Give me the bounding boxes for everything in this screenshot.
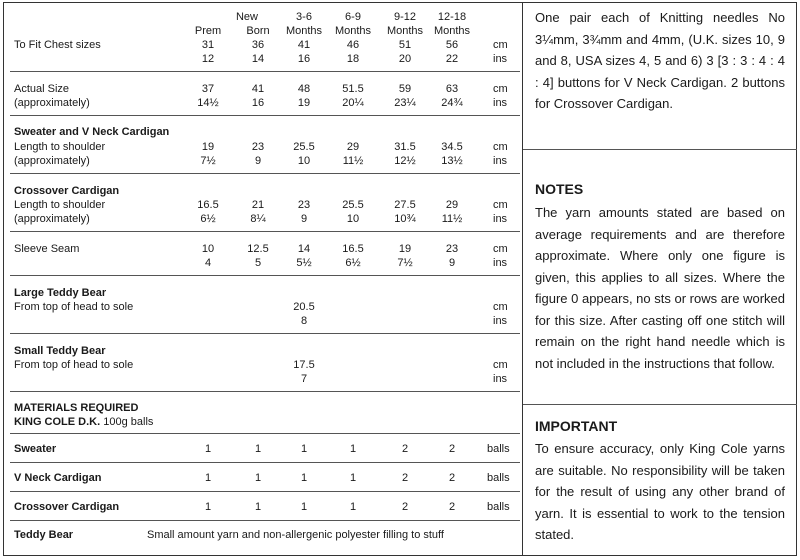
header-prem: Prem: [194, 25, 222, 37]
cell: 10: [297, 155, 311, 167]
divider: [10, 433, 520, 434]
divider: [10, 173, 520, 174]
divider: [10, 333, 520, 334]
cell: 29: [346, 141, 360, 153]
cell: 6½: [200, 213, 216, 225]
cell: 2: [448, 501, 456, 513]
header-3-6-1: 3-6: [296, 11, 312, 23]
materials-title: MATERIALS REQUIRED: [14, 402, 139, 414]
cell: 31.5: [394, 141, 416, 153]
cell: 2: [448, 443, 456, 455]
cell: 19: [398, 243, 412, 255]
unit-ins: ins: [493, 155, 508, 167]
cell: 1: [254, 501, 262, 513]
cell: 1: [204, 443, 212, 455]
cell: 16: [251, 97, 265, 109]
cell: 1: [254, 443, 262, 455]
unit-ins: ins: [493, 97, 508, 109]
cell: 10: [201, 243, 215, 255]
small-bear-label: From top of head to sole: [14, 359, 134, 371]
cell: 25.5: [293, 141, 315, 153]
unit-cm: cm: [493, 199, 508, 211]
cell: 11½: [342, 155, 364, 167]
cell: 10: [346, 213, 360, 225]
cell: 9: [300, 213, 308, 225]
cell: 16.5: [342, 243, 364, 255]
unit-cm: cm: [493, 141, 508, 153]
yarn-row-label: V Neck Cardigan: [14, 472, 102, 484]
unit-balls: balls: [487, 472, 510, 484]
unit-balls: balls: [487, 443, 510, 455]
cell: 1: [349, 443, 357, 455]
cell: 20: [398, 53, 412, 65]
unit-cm: cm: [493, 39, 508, 51]
cell: 18: [346, 53, 360, 65]
divider: [10, 115, 520, 116]
cell: 23: [297, 199, 311, 211]
cell: 63: [445, 83, 459, 95]
cell: 19: [201, 141, 215, 153]
sleeve-label: Sleeve Seam: [14, 243, 80, 255]
cell: 36: [251, 39, 265, 51]
unit-ins: ins: [493, 53, 508, 65]
cell: 25.5: [342, 199, 364, 211]
header-newborn-2: Born: [246, 25, 270, 37]
cell: 5: [254, 257, 262, 269]
important-title: IMPORTANT: [535, 418, 618, 434]
length-label: Length to shoulder: [14, 141, 106, 153]
unit-cm: cm: [493, 301, 508, 313]
cell: 27.5: [394, 199, 416, 211]
divider: [10, 491, 520, 492]
cell: 23: [251, 141, 265, 153]
cell: 1: [204, 501, 212, 513]
header-9-12-1: 9-12: [393, 11, 417, 23]
cell: 7: [300, 373, 308, 385]
cell: 5½: [296, 257, 312, 269]
chest-label: To Fit Chest sizes: [14, 39, 101, 51]
cell: 1: [349, 472, 357, 484]
header-6-9-2: Months: [334, 25, 372, 37]
cell: 37: [201, 83, 215, 95]
cell: 16.5: [197, 199, 219, 211]
cell: 1: [300, 501, 308, 513]
cell: 6½: [345, 257, 361, 269]
sweater-vneck-title: Sweater and V Neck Cardigan: [14, 126, 170, 138]
divider: [10, 231, 520, 232]
small-bear-title: Small Teddy Bear: [14, 345, 106, 357]
cell: 41: [251, 83, 265, 95]
large-bear-label: From top of head to sole: [14, 301, 134, 313]
unit-cm: cm: [493, 83, 508, 95]
cell: 19: [297, 97, 311, 109]
cell: 14: [297, 243, 311, 255]
divider: [10, 391, 520, 392]
header-6-9-1: 6-9: [345, 11, 361, 23]
cell: 14½: [197, 97, 219, 109]
divider: [10, 275, 520, 276]
unit-balls: balls: [487, 501, 510, 513]
important-text: To ensure accuracy, only King Cole yarns are suitable. No responsibility will be taken for the result of using any other brand of yarn. It is essential to work to the tension stated.: [535, 441, 785, 542]
header-12-18-1: 12-18: [437, 11, 467, 23]
column-divider: [522, 2, 523, 556]
cell: 23: [445, 243, 459, 255]
crossover-title: Crossover Cardigan: [14, 185, 120, 197]
cell: 17.5: [293, 359, 315, 371]
cell: 56: [445, 39, 459, 51]
unit-ins: ins: [493, 213, 508, 225]
approx-label: (approximately): [14, 155, 90, 167]
actual-label: Actual Size: [14, 83, 70, 95]
brand: KING COLE D.K.: [14, 416, 101, 428]
cell: 14: [251, 53, 265, 65]
cell: 9: [254, 155, 262, 167]
balls-note: 100g balls: [103, 416, 154, 428]
cell: 2: [401, 472, 409, 484]
unit-ins: ins: [493, 373, 508, 385]
cell: 2: [448, 472, 456, 484]
cell: 1: [204, 472, 212, 484]
cell: 31: [201, 39, 215, 51]
cell: 11½: [441, 213, 463, 225]
cell: 9: [448, 257, 456, 269]
teddy-text: Small amount yarn and non-allergenic polyester filling to stuff: [147, 529, 444, 541]
cell: 10¾: [394, 213, 416, 225]
cell: 48: [297, 83, 311, 95]
cell: 7½: [397, 257, 413, 269]
header-newborn-1: New: [235, 11, 258, 23]
cell: 1: [349, 501, 357, 513]
divider: [10, 71, 520, 72]
approx-label: (approximately): [14, 213, 90, 225]
cell: 20.5: [293, 301, 315, 313]
header-12-18-2: Months: [433, 25, 471, 37]
unit-ins: ins: [493, 315, 508, 327]
cell: 22: [445, 53, 459, 65]
cell: 8¼: [250, 213, 266, 225]
yarn-row-label: Sweater: [14, 443, 57, 455]
unit-ins: ins: [493, 257, 508, 269]
cell: 51.5: [342, 83, 364, 95]
cell: 24¾: [441, 97, 463, 109]
cell: 12: [201, 53, 215, 65]
cell: 46: [346, 39, 360, 51]
cell: 1: [300, 443, 308, 455]
cell: 59: [398, 83, 412, 95]
divider: [523, 404, 797, 405]
cell: 8: [300, 315, 308, 327]
cell: 23¼: [394, 97, 416, 109]
large-bear-title: Large Teddy Bear: [14, 287, 107, 299]
cell: 20¼: [342, 97, 364, 109]
cell: 16: [297, 53, 311, 65]
notes-text: The yarn amounts stated are based on average requirements and are therefore approximate. Where only one figure is given, this applies to all sizes. Where the figure 0 appears, no sts or rows are worked for this size. After casting off one stitch will remain on the right hand needle which is not included in the instructions that follow.: [535, 205, 786, 371]
cell: 12½: [394, 155, 416, 167]
unit-cm: cm: [493, 359, 508, 371]
cell: 2: [401, 501, 409, 513]
cell: 29: [445, 199, 459, 211]
cell: 41: [297, 39, 311, 51]
header-3-6-2: Months: [285, 25, 323, 37]
header-9-12-2: Months: [386, 25, 424, 37]
cell: 4: [204, 257, 212, 269]
divider: [523, 149, 797, 150]
yarn-row-label: Crossover Cardigan: [14, 501, 120, 513]
needles-text: One pair each of Knitting needles No 3¼mm, 3¾mm and 4mm, (U.K. sizes 10, 9 and 8, USA sizes 4, 5 and 6) 3 [3 : 3 : 4 : 4 : 4] buttons for V Neck Cardigan. 2 buttons for Crossover Cardigan.: [535, 10, 785, 111]
cell: 12.5: [247, 243, 269, 255]
cell: 34.5: [441, 141, 463, 153]
divider: [10, 462, 520, 463]
divider: [10, 520, 520, 521]
cell: 1: [300, 472, 308, 484]
materials-brand-line: [14, 416, 153, 429]
teddy-label: Teddy Bear: [14, 529, 74, 541]
notes-title: NOTES: [535, 181, 584, 197]
actual-label-2: (approximately): [14, 97, 90, 109]
cell: 21: [251, 199, 265, 211]
cell: 2: [401, 443, 409, 455]
length-label: Length to shoulder: [14, 199, 106, 211]
cell: 51: [398, 39, 412, 51]
cell: 13½: [441, 155, 463, 167]
cell: 1: [254, 472, 262, 484]
cell: 7½: [200, 155, 216, 167]
unit-cm: cm: [493, 243, 508, 255]
